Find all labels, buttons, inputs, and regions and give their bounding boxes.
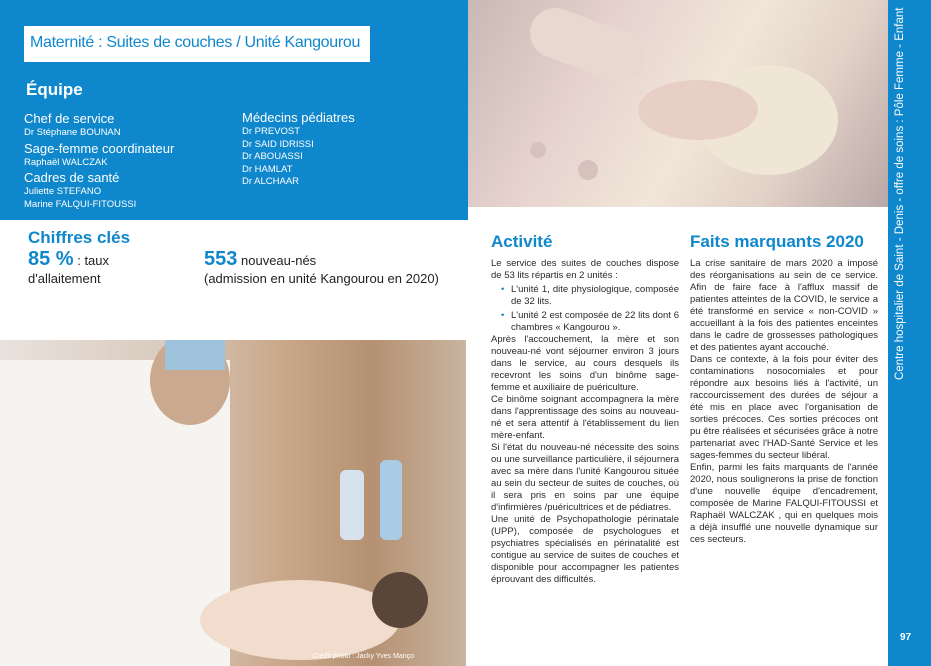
faits-heading: Faits marquants 2020 xyxy=(690,232,864,251)
stat-label-line2: (admission en unité Kangourou en 2020) xyxy=(204,271,439,286)
faits-paragraph: Dans ce contexte, à la fois pour éviter des contaminations nosocomiales et pour répondre aux besoins liés à l'activité, un raccourcissement des durées de séjour a été mis en place avec l'organisation de sorties précoces. Ces sorties précoces ont pu être réalisées et sécurisées grâce à notre partenariat avec l'HAD-Santé Service et les sages-femmes du secteur libéral. xyxy=(690,354,878,461)
team-right-column xyxy=(242,110,355,189)
activite-paragraph: Si l'état du nouveau-né nécessite des soins ou une surveillance particulière, il séjournera avec sa mère dans l'unité Kangourou située au sein du secteur de suites de couches, où il sera pris en soins par une équipe d'infirmières /puéricultrices et de pédiatres. xyxy=(491,442,679,513)
activite-heading: Activité xyxy=(491,232,553,251)
newborn-hand-photo xyxy=(468,0,888,207)
stat-allaitement xyxy=(28,250,109,288)
activite-bullet: • L'unité 1, dite physiologique, composée de 32 lits. xyxy=(491,284,679,308)
faits-paragraph: Enfin, parmi les faits marquants de l'année 2020, nous soulignerons la prise de fonction d'une nouvelle équipe d'encadrement, composée de Marine FALQUI-FITOUSSI et Raphaël WALCZAK , qui en quelques mois a déjà insufflé une nouvelle dynamique sur ces secteurs. xyxy=(690,462,878,545)
stat-value: 553 xyxy=(204,248,238,270)
stat-label-line2: d'allaitement xyxy=(28,271,101,286)
page-title: Maternité : Suites de couches / Unité Kangourou xyxy=(30,34,361,51)
photo-credit: Crédit photo : Jacky Yves Manço xyxy=(312,653,414,660)
newborn-hand-illustration xyxy=(468,0,888,207)
chiffres-heading: Chiffres clés xyxy=(28,228,131,247)
person-name: Dr PREVOST xyxy=(242,126,301,137)
activite-bullet: • L'unité 2 est composée de 22 lits dont 6 chambres « Kangourou ». xyxy=(491,310,679,334)
person-name: Juliette STEFANO xyxy=(24,186,102,197)
activite-intro: Le service des suites de couches dispose de 53 lits répartis en 2 unités : xyxy=(491,258,679,281)
role-chef: Chef de service xyxy=(24,111,115,126)
equipe-heading: Équipe xyxy=(26,80,83,99)
pediatrician-illustration xyxy=(0,340,466,666)
role-pediatres: Médecins pédiatres xyxy=(242,110,355,125)
page-number: 97 xyxy=(900,632,912,643)
person-name: Marine FALQUI-FITOUSSI xyxy=(24,198,137,210)
faits-text xyxy=(690,258,878,546)
activite-paragraph: Après l'accouchement, la mère et son nouveau-né vont séjourner environ 3 jours dans le service, au cours desquels ils recevront les soins d'un binôme sage-femme et auxiliaire de puériculture. xyxy=(491,334,679,393)
person-name: Dr ABOUASSI xyxy=(242,151,303,162)
stat-label: : taux xyxy=(77,253,110,268)
activite-text xyxy=(491,258,679,586)
title-box xyxy=(24,26,370,62)
activite-paragraph: Ce binôme soignant accompagnera la mère dans l'apprentissage des soins au nouveau-né et sera attentif à l'établissement du lien mère-enfant. xyxy=(491,394,679,441)
role-sage-femme: Sage-femme coordinateur xyxy=(24,140,175,156)
right-sidebar xyxy=(888,0,931,666)
team-left-column xyxy=(24,110,174,211)
person-name: Dr Stéphane BOUNAN xyxy=(24,127,121,138)
person-name: Raphaël WALCZAK xyxy=(24,156,108,168)
stat-label: nouveau-nés xyxy=(241,253,317,268)
sidebar-vertical-text: Centre hospitalier de Saint - Denis - offre de soins : Pôle Femme - Enfant xyxy=(894,7,906,380)
stat-value: 85 % xyxy=(28,248,74,270)
stat-nouveau-nes xyxy=(204,250,439,288)
activite-paragraph: Une unité de Psychopathologie périnatale (UPP), composée de psychologues et psychiatres spécialisés en périnatalité est contigue au service de suites de couches et disponible pour accompagner les patientes éprouvant des difficultés. xyxy=(491,514,679,585)
pediatrician-exam-photo xyxy=(0,340,466,666)
person-name: Dr SAID IDRISSI xyxy=(242,138,314,150)
role-cadres: Cadres de santé xyxy=(24,170,120,185)
faits-paragraph: La crise sanitaire de mars 2020 a imposé des réorganisations au sein de ce service. Afin de faire face à l'afflux massif de patientes atteintes de la COVID, le service a été transformé en service « non-COVID » accueillant à la fois des patientes enceintes dans le cadre de grossesses pathologiques et des patientes ayant accouché. xyxy=(690,258,878,353)
person-name: Dr HAMLAT xyxy=(242,163,293,175)
person-name: Dr ALCHAAR xyxy=(242,176,300,187)
